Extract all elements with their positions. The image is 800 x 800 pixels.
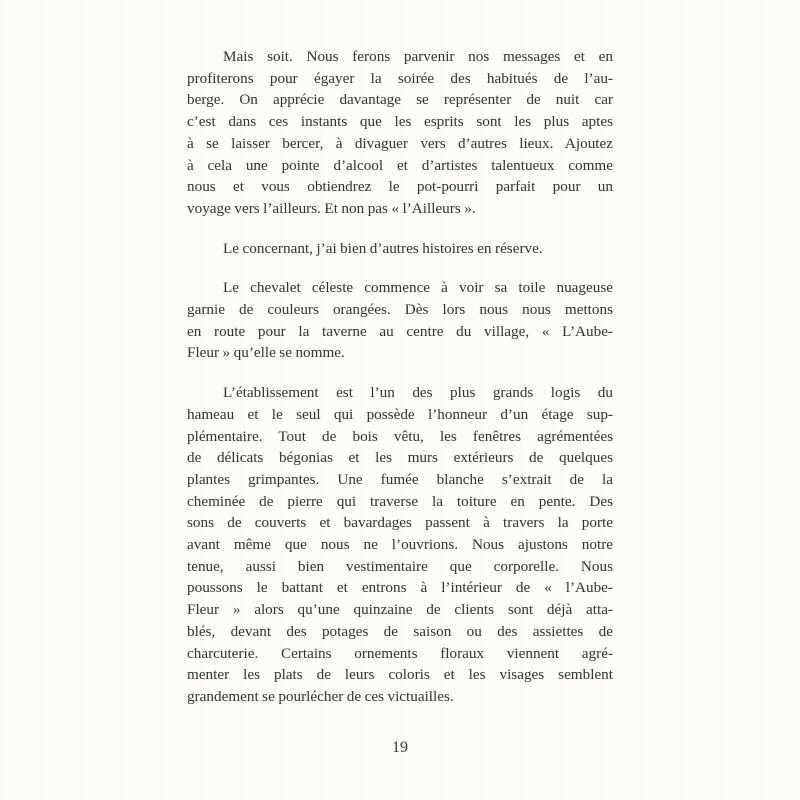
text-line: Le concernant, j’ai bien d’autres histoires en réserve. [223,239,543,257]
text-line: L’établissement est l’un des plus grands logis du [223,384,613,402]
page-number: 19 [392,739,408,756]
text-line: à se laisser bercer, à divaguer vers d’autres lieux. Ajoutez [187,134,613,152]
text-line: plémentaire. Tout de bois vêtu, les fenêtres agrémentées [187,427,613,445]
text-line: Fleur » qu’elle se nomme. [187,344,345,362]
text-line: profiterons pour égayer la soirée des habitués de l’au- [187,69,613,87]
text-line: Fleur » alors qu’une quinzaine de clients sont déjà atta- [187,601,613,619]
text-line: en route pour la taverne au centre du village, « L’Aube- [187,322,613,340]
text-block [187,46,613,708]
text-line: poussons le battant et entrons à l’intérieur de « l’Aube- [187,579,613,597]
text-line: de délicats bégonias et les murs extérieurs de quelques [187,449,613,467]
text-line: c’est dans ces instants que les esprits sont les plus aptes [187,113,613,131]
text-line: grandement se pourlécher de ces victuailles. [187,687,454,705]
text-line: menter les plats de leurs coloris et les visages semblent [187,666,613,684]
text-line: charcuterie. Certains ornements floraux viennent agré- [187,644,613,662]
text-line: avant même que nous ne l’ouvrions. Nous ajustons notre [187,536,613,554]
text-line: garnie de couleurs orangées. Dès lors nous nous mettons [187,301,613,319]
text-line: Le chevalet céleste commence à voir sa toile nuageuse [223,279,613,297]
text-line: berge. On apprécie davantage se représenter de nuit car [187,91,613,109]
text-line: Mais soit. Nous ferons parvenir nos messages et en [223,48,613,65]
paragraph [187,382,613,708]
text-line: hameau et le seul qui possède l’honneur d’un étage sup- [187,405,613,423]
paragraph [187,277,613,364]
text-line: à cela une pointe d’alcool et d’artistes talentueux comme [187,156,613,174]
paragraph [187,238,613,260]
text-line: sons de couverts et bavardages passent à travers la porte [187,514,613,532]
text-line: plantes grimpantes. Une fumée blanche s’extrait de la [187,470,613,488]
text-line: cheminée de pierre qui traverse la toiture en pente. Des [187,492,613,510]
text-line: blés, devant des potages de saison ou des assiettes de [187,622,613,640]
text-line: nous et vous obtiendrez le pot-pourri parfait pour un [187,178,613,196]
text-line: tenue, aussi bien vestimentaire que corporelle. Nous [187,557,613,575]
text-line: voyage vers l’ailleurs. Et non pas « l’Ailleurs ». [187,199,476,217]
paragraph [187,46,613,220]
